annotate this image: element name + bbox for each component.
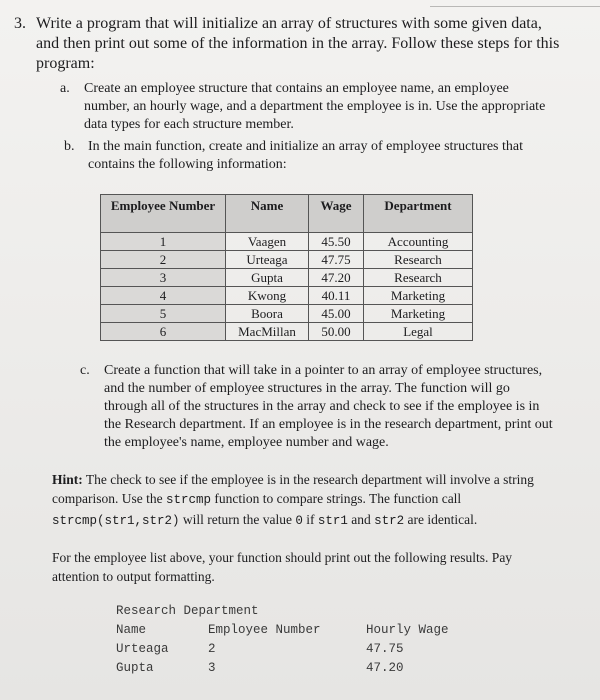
output-row-1-name: Urteaga [116, 642, 169, 656]
employee-number-cell: 6 [101, 323, 226, 341]
step-b-label: b. [64, 139, 75, 154]
hint-code-str2: str2 [374, 514, 405, 528]
results-intro: For the employee list above, your function should print out the following results. Pay attention to output formatting. [52, 550, 513, 584]
employee-number-cell: 3 [101, 269, 226, 287]
step-a-label: a. [60, 81, 70, 96]
wage-cell: 45.50 [309, 233, 364, 251]
name-cell: MacMillan [226, 323, 309, 341]
question-number: 3. [14, 15, 26, 32]
hint-text-4: if [302, 512, 318, 527]
page-top-rule [430, 6, 600, 7]
department-cell: Marketing [364, 287, 473, 305]
hint-label: Hint: [52, 472, 83, 487]
output-header-wage: Hourly Wage [366, 623, 449, 637]
step-c-label: c. [80, 363, 90, 378]
question-text: Write a program that will initialize an array of structures with some given data, and then print out some of the information in the array. Follow these steps for this program: [36, 15, 560, 72]
hint-paragraph [52, 470, 542, 531]
output-row-2-wage: 47.20 [366, 661, 404, 675]
name-cell: Urteaga [226, 251, 309, 269]
output-row-1-number: 2 [208, 642, 216, 656]
name-cell: Kwong [226, 287, 309, 305]
department-cell: Legal [364, 323, 473, 341]
wage-cell: 47.75 [309, 251, 364, 269]
employee-number-cell: 5 [101, 305, 226, 323]
employee-number-cell: 1 [101, 233, 226, 251]
hint-text-2: function to compare strings. The function call [211, 491, 462, 506]
header-wage: Wage [309, 195, 364, 233]
table-row [101, 233, 473, 251]
step-a-text: Create an employee structure that contains an employee name, an employee number, an hourly wage, and a department the employee is in. Use the appropriate data types for each structure member. [84, 81, 546, 132]
step-c-text: Create a function that will take in a pointer to an array of employee structures, and the number of employee structures in the array. The function will go through all of the structures in the array and check to see if the employee is in the Research department. If an employee is in the research department, print out the employee's name, employee number and wage. [104, 363, 553, 450]
wage-cell: 40.11 [309, 287, 364, 305]
hint-text-6: are identical. [404, 512, 478, 527]
employee-number-cell: 4 [101, 287, 226, 305]
output-row-2-name: Gupta [116, 661, 154, 675]
department-cell: Research [364, 251, 473, 269]
hint-code-call: strcmp(str1,str2) [52, 514, 180, 528]
hint-text-5: and [347, 512, 375, 527]
wage-cell: 45.00 [309, 305, 364, 323]
department-cell: Accounting [364, 233, 473, 251]
department-cell: Marketing [364, 305, 473, 323]
name-cell: Gupta [226, 269, 309, 287]
name-cell: Vaagen [226, 233, 309, 251]
name-cell: Boora [226, 305, 309, 323]
output-header-number: Employee Number [208, 623, 321, 637]
table-row [101, 287, 473, 305]
header-employee-number: Employee Number [101, 195, 226, 233]
output-row-1-wage: 47.75 [366, 642, 404, 656]
header-name: Name [226, 195, 309, 233]
hint-code-strcmp: strcmp [165, 493, 211, 507]
hint-text-1: The check to see if the employee is in the research department will involve a string comparison. Use the [52, 472, 534, 506]
table-row [101, 251, 473, 269]
table-row [101, 305, 473, 323]
output-header-name: Name [116, 623, 147, 637]
header-department: Department [364, 195, 473, 233]
wage-cell: 47.20 [309, 269, 364, 287]
table-row [101, 269, 473, 287]
output-title: Research Department [116, 604, 259, 618]
hint-code-str1: str1 [317, 514, 348, 528]
hint-code-zero: 0 [295, 514, 303, 528]
table-row [101, 323, 473, 341]
table-header-row [101, 195, 473, 233]
employee-number-cell: 2 [101, 251, 226, 269]
step-b-text: In the main function, create and initialize an array of employee structures that contains the following information: [88, 139, 523, 172]
hint-text-3: will return the value [179, 512, 296, 527]
wage-cell: 50.00 [309, 323, 364, 341]
employee-table [100, 194, 473, 341]
output-row-2-number: 3 [208, 661, 216, 675]
department-cell: Research [364, 269, 473, 287]
